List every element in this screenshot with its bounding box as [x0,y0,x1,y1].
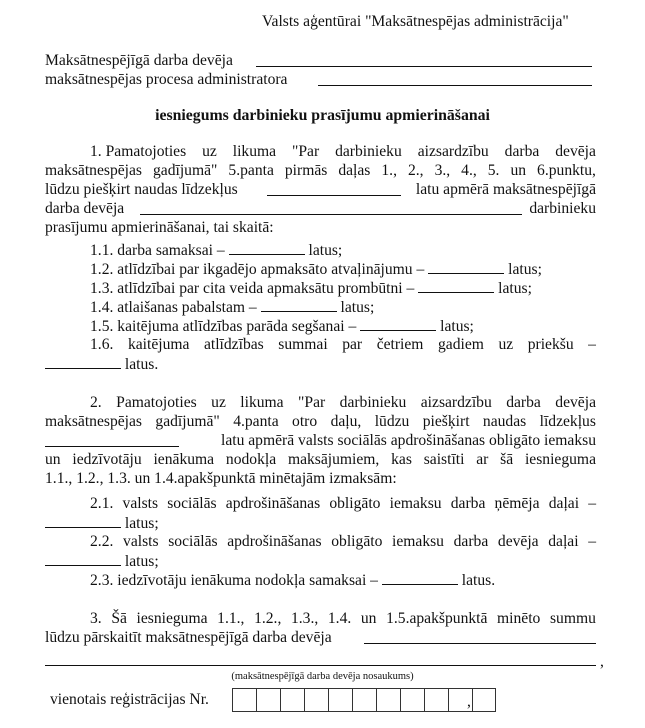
word: piešķirt [422,413,470,430]
word: naudas [482,413,527,430]
word: un [45,451,61,468]
s2-line4 [45,450,596,469]
s1-item-5-amount-field[interactable] [360,316,436,331]
word: otro [292,413,318,430]
s1-line2 [45,161,596,180]
reg-number-digit-box[interactable] [400,688,424,712]
word: saistīti [423,451,465,468]
word: un [360,610,377,627]
s2-total-amount-field[interactable] [45,431,179,447]
word: un [510,162,527,179]
s3-comma: , [600,653,604,670]
reg-number-digit-box[interactable] [376,688,400,712]
s2-item-1: 2.1. valsts sociālās apdrošināšanas obligāto iemaksu darba ņēmēja daļai – [90,495,596,512]
word: 4., [461,162,477,179]
s1-item-1: 1.1. darba samaksai – latus; [90,242,343,259]
s1-item-6 [90,335,596,354]
word: 1.2., [254,610,282,627]
word: atlīdzības [203,336,264,353]
reg-number-digit-box[interactable] [280,688,304,712]
word: uz [202,143,217,160]
s1-item-6-amount-field[interactable] [45,354,121,369]
word: summai [278,336,328,353]
word: 1.1., [217,610,245,627]
word: likuma [240,394,284,411]
s1-item-3: 1.3. atlīdzībai par cita veida apmaksātu prombūtni – latus; [90,280,532,297]
word: 3., [434,162,451,179]
word: priekšu [527,336,574,353]
word: 1., [381,162,397,179]
word: maksājumiem, [287,451,380,468]
word: maksātnespējas [45,162,142,179]
reg-number-label: vienotais reģistrācijas Nr. [50,691,209,708]
reg-comma: , [467,693,471,710]
word: pirmās [284,162,328,179]
word: četriem [376,336,424,353]
word: summu [549,610,596,627]
s1-item-6-cont: latus. [45,354,158,374]
reg-number-digit-box[interactable] [232,688,256,712]
word: uz [211,394,226,411]
word: gadiem [438,336,484,353]
reg-number-digit-box[interactable] [328,688,352,712]
word: 1.3., [290,610,319,627]
reg-number-digit-box[interactable] [256,688,280,712]
word: devēja [555,394,596,411]
word: 5. [487,162,500,179]
word: kaitējuma [127,336,190,353]
s1-item-2: 1.2. atlīdzībai par ikgadējo apmaksāto atvaļinājumu – latus; [90,261,542,278]
word: daļas [338,162,371,179]
s1-line1 [90,142,596,161]
word: uz [498,336,514,353]
s1-line3-a: lūdzu piešķirt naudas līdzekļus [45,181,238,198]
word: nodokļa [225,451,277,468]
word: gadījumā" [153,162,218,179]
word: Šā [111,610,127,627]
word: minēto [497,610,541,627]
reg-number-boxes[interactable] [232,688,496,712]
word: lūdzu [374,413,410,430]
reg-number-digit-box[interactable] [424,688,448,712]
word: "Par [298,394,326,411]
word: 4.panta [233,413,279,430]
word: iesnieguma [524,451,596,468]
employer-label: Maksātnespējīgā darba devēja [45,52,233,69]
word: 1.4. [327,610,352,627]
employer-name-field[interactable] [256,51,592,67]
s1-line5: prasījumu apmierināšanai, tai skaitā: [45,219,274,236]
administrator-name-field[interactable] [318,70,592,86]
reg-number-digit-box[interactable] [472,688,496,712]
word: 1. Pamatojoties [90,143,187,160]
s3-employer-field-2[interactable] [45,650,596,666]
word: par [342,336,363,353]
word: daļu, [330,413,362,430]
s2-line3-b: latu apmērā valsts sociālās apdrošināšanas obligāto iemaksu [220,432,596,449]
word: aizsardzību [420,394,492,411]
s1-item-4-amount-field[interactable] [261,297,337,312]
s3-line1 [90,609,596,628]
s2-line2 [45,412,596,431]
word: līdzekļus [539,413,596,430]
s1-item-1-amount-field[interactable] [229,240,305,255]
document-title: iesniegums darbinieku prasījumu apmierināšanai [155,107,490,124]
s2-item-2-amount-field[interactable] [45,551,121,566]
word: darbinieku [339,394,407,411]
s2-item-2-cont: latus; [45,551,159,571]
word: aizsardzību [417,143,489,160]
s2-line1 [90,393,596,412]
administrator-label: maksātnespējas procesa administratora [45,71,288,88]
word: ar [476,451,489,468]
word: darbinieku [335,143,402,160]
s1-item-2-amount-field[interactable] [428,259,504,274]
word: likuma [232,143,277,160]
word: Pamatojoties [116,394,197,411]
s2-item-1-amount-field[interactable] [45,513,121,528]
s2-item-2: 2.2. valsts sociālās apdrošināšanas obligāto iemaksu darba devēja daļai – [90,533,596,550]
s2-item-1-cont: latus; [45,513,159,533]
s1-line4-b: darbinieku [529,200,596,217]
word: 5.panta [228,162,274,179]
s2-item-3: 2.3. iedzīvotāju ienākuma nodokļa samaksai – latus. [90,572,496,589]
word: maksātnespējas [45,413,142,430]
s1-line4-a: darba devēja [45,200,125,217]
word: – [588,336,596,353]
s1-total-amount-field[interactable] [267,180,401,196]
s1-line3-b: latu apmērā maksātnespējīgā [415,181,596,198]
word: "Par [292,143,320,160]
word: 1.5.apakšpunktā [386,610,488,627]
s1-item-4: 1.4. atlaišanas pabalstam – latus; [90,299,375,316]
word: darba [504,143,540,160]
s1-item-5: 1.5. kaitējuma atlīdzības parāda segšanai – latus; [90,318,474,335]
word: 6.punktu, [537,162,596,179]
word: 2. [90,394,102,411]
s1-item-3-amount-field[interactable] [418,278,494,293]
word: ienākuma [153,451,215,468]
word: gadījumā" [155,413,220,430]
s2-line5: 1.1., 1.2., 1.3. un 1.4.apakšpunktā minētajām izmaksām: [45,470,397,487]
word: darba [506,394,541,411]
word: kas [391,451,412,468]
word: iesnieguma [136,610,208,627]
reg-number-digit-box[interactable] [352,688,376,712]
word: 3. [90,610,102,627]
recipient-line: Valsts aģentūrai "Maksātnespējas administrācija" [262,13,569,30]
word: šā [500,451,514,468]
word: 2., [407,162,424,179]
s3-employer-field-1[interactable] [364,628,596,644]
word: devēja [555,143,596,160]
word: iedzīvotāju [72,451,142,468]
s3-line2: lūdzu pārskaitīt maksātnespējīgā darba devēja [45,629,332,646]
word: 1.6. [90,336,114,353]
s1-employer-field[interactable] [140,199,522,215]
s2-item-3-amount-field[interactable] [382,570,458,585]
employer-name-caption: (maksātnespējīgā darba devēja nosaukums) [231,671,414,682]
reg-number-digit-box[interactable] [304,688,328,712]
